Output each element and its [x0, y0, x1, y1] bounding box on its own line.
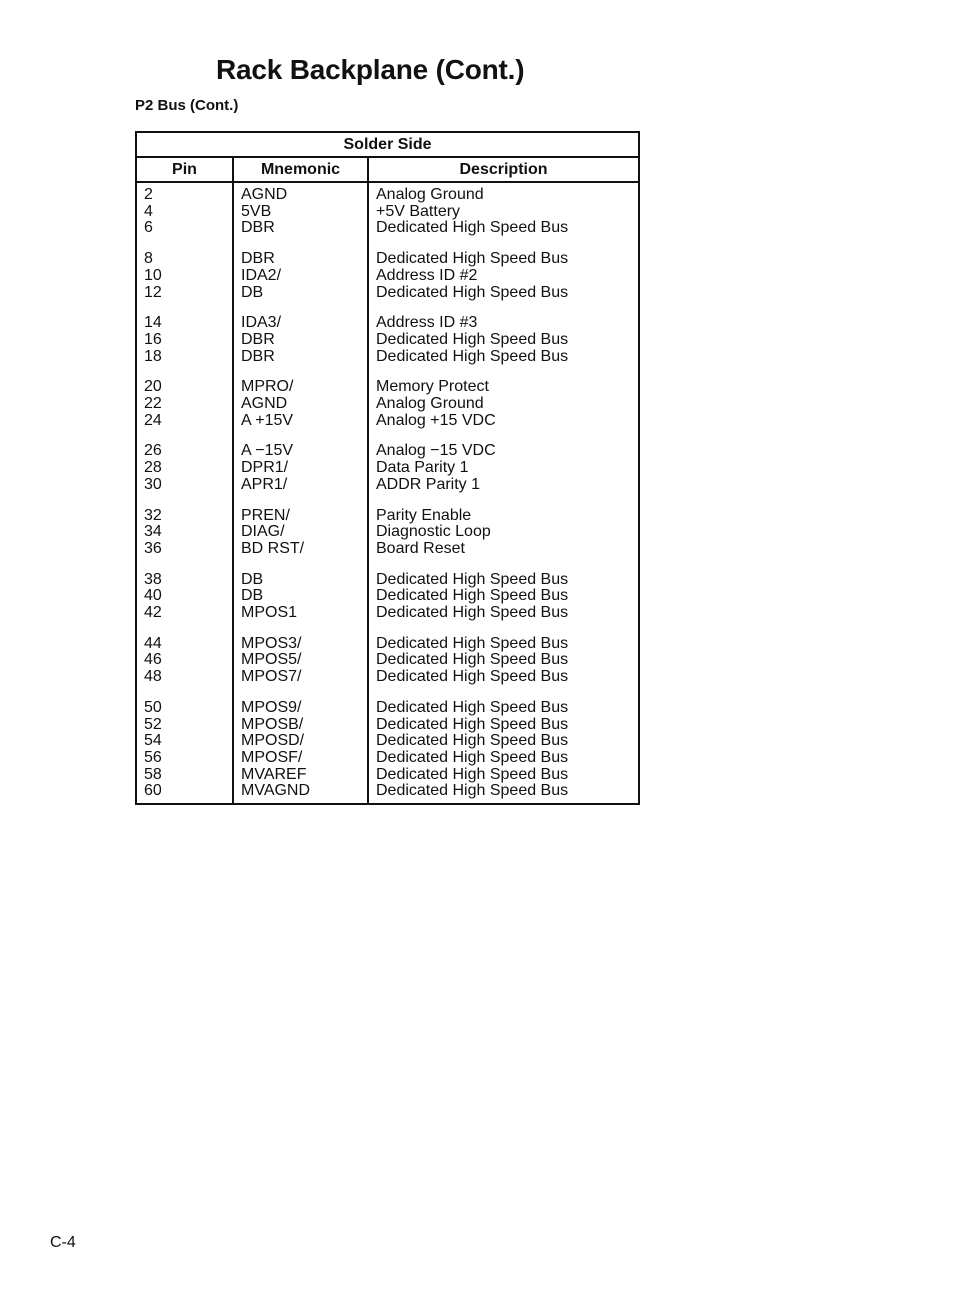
pin-cell: 12	[136, 285, 233, 312]
pin-cell: 46	[136, 652, 233, 669]
mnemonic-cell: DBR	[233, 247, 368, 268]
pin-cell: 40	[136, 588, 233, 605]
table-header-row	[136, 157, 639, 182]
pin-cell: 6	[136, 220, 233, 247]
mnemonic-cell: MPOS5/	[233, 652, 368, 669]
mnemonic-cell: MPOS1	[233, 605, 368, 632]
description-cell: Dedicated High Speed Bus	[368, 568, 639, 589]
pin-cell: 28	[136, 460, 233, 477]
mnemonic-cell: DPR1/	[233, 460, 368, 477]
description-cell: Dedicated High Speed Bus	[368, 652, 639, 669]
table-row	[136, 220, 639, 247]
table-row	[136, 413, 639, 440]
description-cell: Dedicated High Speed Bus	[368, 750, 639, 767]
table-row	[136, 285, 639, 312]
description-cell: Dedicated High Speed Bus	[368, 696, 639, 717]
description-cell: Data Parity 1	[368, 460, 639, 477]
pin-cell: 44	[136, 632, 233, 653]
description-cell: Dedicated High Speed Bus	[368, 349, 639, 376]
description-cell: Dedicated High Speed Bus	[368, 588, 639, 605]
pin-cell: 30	[136, 477, 233, 504]
mnemonic-cell: MPOSB/	[233, 717, 368, 734]
table-row	[136, 750, 639, 767]
table-row	[136, 396, 639, 413]
description-cell: Dedicated High Speed Bus	[368, 605, 639, 632]
pin-cell: 52	[136, 717, 233, 734]
description-cell: +5V Battery	[368, 204, 639, 221]
table-row	[136, 524, 639, 541]
mnemonic-cell: MPOS9/	[233, 696, 368, 717]
pin-cell: 34	[136, 524, 233, 541]
pin-cell: 14	[136, 311, 233, 332]
table-row	[136, 349, 639, 376]
mnemonic-cell: BD RST/	[233, 541, 368, 568]
description-cell: Address ID #3	[368, 311, 639, 332]
description-cell: Memory Protect	[368, 375, 639, 396]
description-cell: Analog Ground	[368, 182, 639, 204]
table-row	[136, 696, 639, 717]
description-cell: Dedicated High Speed Bus	[368, 247, 639, 268]
mnemonic-cell: PREN/	[233, 504, 368, 525]
pin-cell: 8	[136, 247, 233, 268]
description-cell: Dedicated High Speed Bus	[368, 733, 639, 750]
mnemonic-cell: MPOS7/	[233, 669, 368, 696]
table-row	[136, 504, 639, 525]
mnemonic-cell: DIAG/	[233, 524, 368, 541]
table-row	[136, 669, 639, 696]
pin-cell: 48	[136, 669, 233, 696]
pin-cell: 54	[136, 733, 233, 750]
mnemonic-cell: DB	[233, 588, 368, 605]
table-row	[136, 632, 639, 653]
pin-cell: 56	[136, 750, 233, 767]
mnemonic-cell: AGND	[233, 396, 368, 413]
section-title: P2 Bus (Cont.)	[135, 97, 239, 114]
table-row	[136, 605, 639, 632]
mnemonic-cell: MVAREF	[233, 767, 368, 784]
table-row	[136, 268, 639, 285]
mnemonic-cell: A −15V	[233, 439, 368, 460]
table-row	[136, 588, 639, 605]
mnemonic-cell: MPOS3/	[233, 632, 368, 653]
pin-cell: 32	[136, 504, 233, 525]
mnemonic-cell: DBR	[233, 220, 368, 247]
pin-cell: 50	[136, 696, 233, 717]
table-row	[136, 204, 639, 221]
mnemonic-cell: DB	[233, 568, 368, 589]
description-cell: Dedicated High Speed Bus	[368, 767, 639, 784]
description-cell: Dedicated High Speed Bus	[368, 220, 639, 247]
mnemonic-cell: MVAGND	[233, 783, 368, 804]
pin-cell: 10	[136, 268, 233, 285]
pin-cell: 2	[136, 182, 233, 204]
pin-cell: 18	[136, 349, 233, 376]
pin-cell: 58	[136, 767, 233, 784]
description-column-header: Description	[368, 157, 639, 182]
pin-cell: 16	[136, 332, 233, 349]
table-row	[136, 311, 639, 332]
table-row	[136, 439, 639, 460]
description-cell: Dedicated High Speed Bus	[368, 632, 639, 653]
pin-cell: 20	[136, 375, 233, 396]
table-row	[136, 375, 639, 396]
pin-table-body	[136, 182, 639, 804]
mnemonic-cell: APR1/	[233, 477, 368, 504]
table-row	[136, 717, 639, 734]
pin-column-header: Pin	[136, 157, 233, 182]
description-cell: ADDR Parity 1	[368, 477, 639, 504]
mnemonic-cell: AGND	[233, 182, 368, 204]
mnemonic-cell: DBR	[233, 332, 368, 349]
description-cell: Parity Enable	[368, 504, 639, 525]
description-cell: Dedicated High Speed Bus	[368, 783, 639, 804]
description-cell: Board Reset	[368, 541, 639, 568]
mnemonic-cell: IDA3/	[233, 311, 368, 332]
table-row	[136, 733, 639, 750]
mnemonic-column-header: Mnemonic	[233, 157, 368, 182]
mnemonic-cell: A +15V	[233, 413, 368, 440]
table-row	[136, 767, 639, 784]
mnemonic-cell: MPOSD/	[233, 733, 368, 750]
table-row	[136, 541, 639, 568]
pin-cell: 42	[136, 605, 233, 632]
description-cell: Analog +15 VDC	[368, 413, 639, 440]
table-row	[136, 568, 639, 589]
mnemonic-cell: MPOSF/	[233, 750, 368, 767]
mnemonic-cell: IDA2/	[233, 268, 368, 285]
table-row	[136, 182, 639, 204]
pin-cell: 24	[136, 413, 233, 440]
mnemonic-cell: DBR	[233, 349, 368, 376]
mnemonic-cell: 5VB	[233, 204, 368, 221]
description-cell: Diagnostic Loop	[368, 524, 639, 541]
pin-cell: 38	[136, 568, 233, 589]
pin-cell: 26	[136, 439, 233, 460]
mnemonic-cell: MPRO/	[233, 375, 368, 396]
table-row	[136, 460, 639, 477]
table-row	[136, 477, 639, 504]
pin-cell: 22	[136, 396, 233, 413]
pin-cell: 60	[136, 783, 233, 804]
table-row	[136, 332, 639, 349]
pin-cell: 36	[136, 541, 233, 568]
table-row	[136, 247, 639, 268]
description-cell: Dedicated High Speed Bus	[368, 285, 639, 312]
description-cell: Analog Ground	[368, 396, 639, 413]
description-cell: Address ID #2	[368, 268, 639, 285]
description-cell: Analog −15 VDC	[368, 439, 639, 460]
description-cell: Dedicated High Speed Bus	[368, 669, 639, 696]
table-caption-row	[136, 132, 639, 157]
table-row	[136, 783, 639, 804]
page-number: C-4	[50, 1234, 76, 1251]
mnemonic-cell: DB	[233, 285, 368, 312]
table-caption: Solder Side	[136, 132, 639, 157]
page-title: Rack Backplane (Cont.)	[216, 54, 525, 85]
description-cell: Dedicated High Speed Bus	[368, 332, 639, 349]
pin-cell: 4	[136, 204, 233, 221]
table-row	[136, 652, 639, 669]
description-cell: Dedicated High Speed Bus	[368, 717, 639, 734]
pin-table	[135, 131, 640, 805]
